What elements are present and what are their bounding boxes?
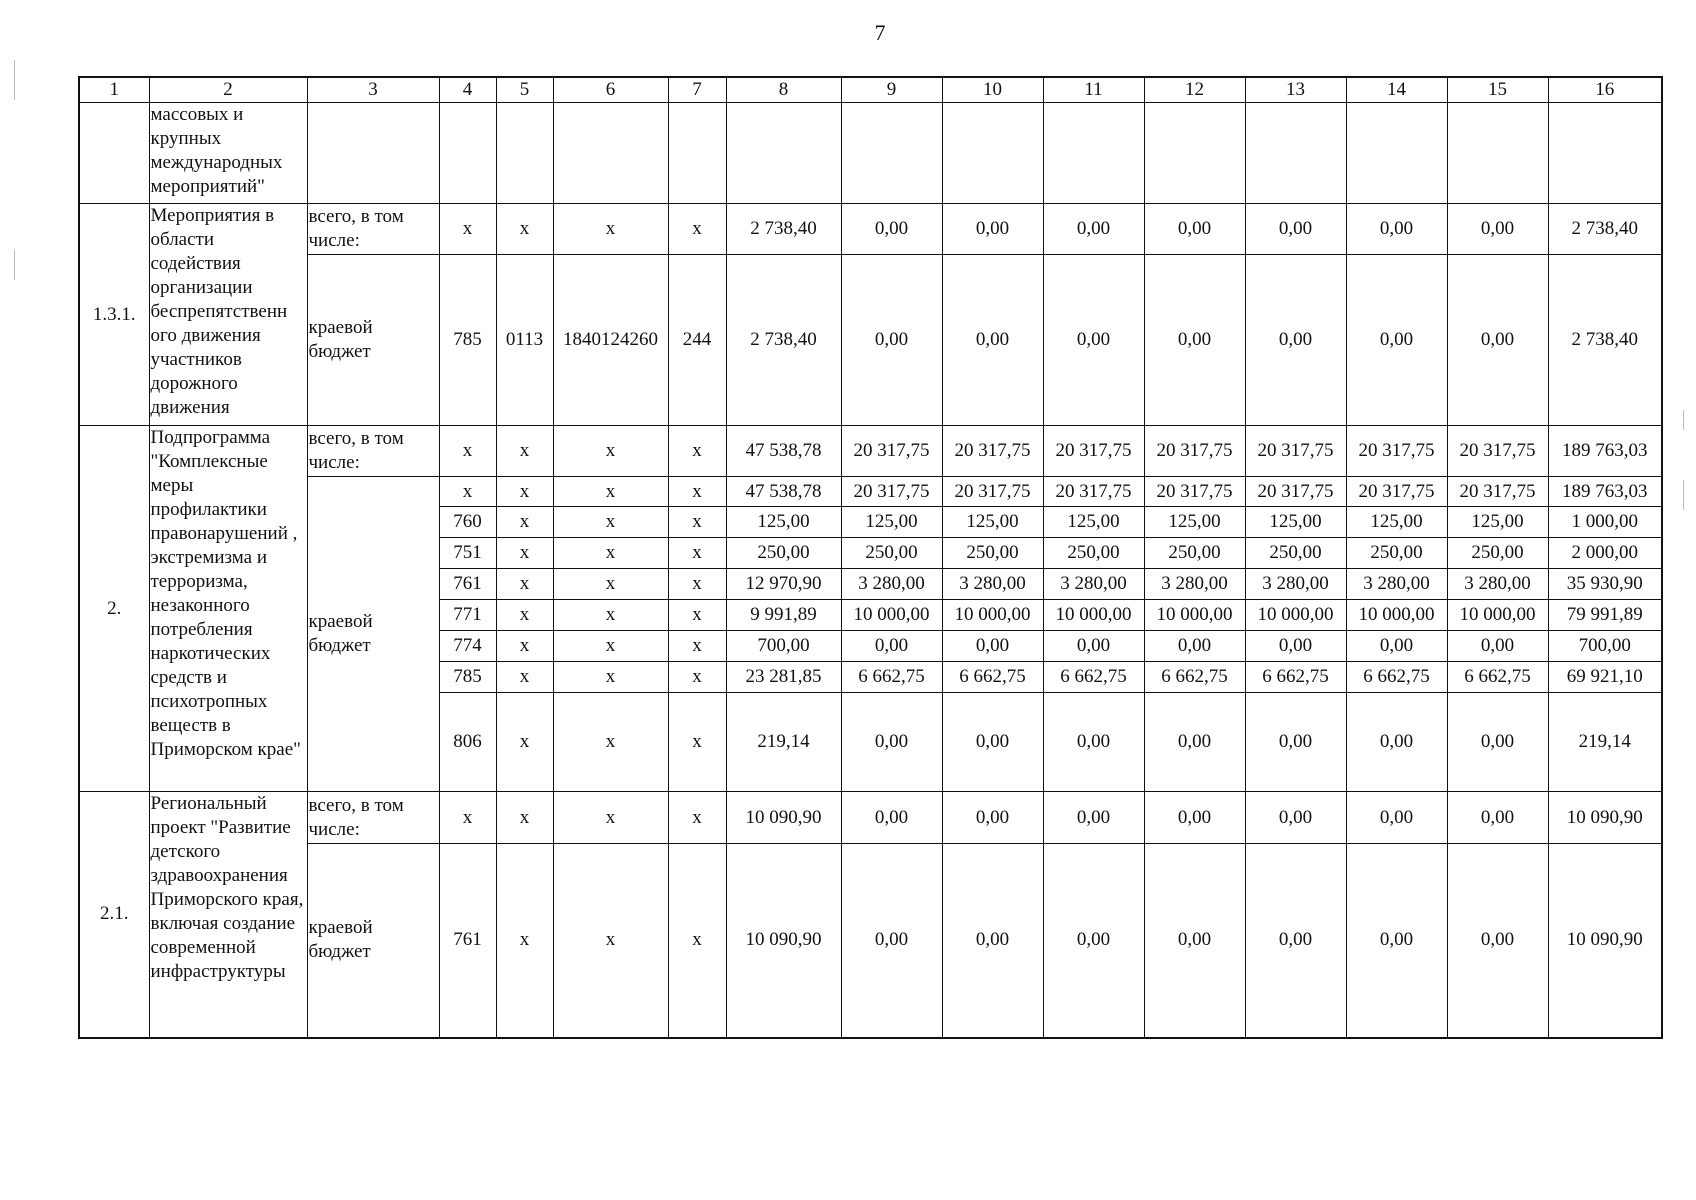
section-code-cell: x xyxy=(496,426,553,477)
column-header: 6 xyxy=(553,77,668,103)
target-article-cell: 1840124260 xyxy=(553,255,668,426)
year-value-cell: 250,00 xyxy=(1245,538,1346,569)
total-value-cell: 35 930,90 xyxy=(1548,569,1662,600)
year-value-cell: 0,00 xyxy=(1144,844,1245,1038)
year-value-cell: 250,00 xyxy=(942,538,1043,569)
total-value-cell: 10 090,90 xyxy=(1548,792,1662,844)
expense-type-cell: x xyxy=(668,477,726,507)
total-value-cell: 189 763,03 xyxy=(1548,477,1662,507)
grbs-code-cell: 785 xyxy=(439,255,496,426)
source-cell: краевой бюджет xyxy=(307,255,439,426)
year-value-cell: 10 000,00 xyxy=(1043,600,1144,631)
column-header: 14 xyxy=(1346,77,1447,103)
year-value-cell: 10 000,00 xyxy=(1346,600,1447,631)
page-number: 7 xyxy=(874,20,886,45)
column-header: 4 xyxy=(439,77,496,103)
year-value-cell: 3 280,00 xyxy=(1447,569,1548,600)
grbs-code-cell: x xyxy=(439,477,496,507)
target-article-cell: x xyxy=(553,662,668,693)
year-value-cell: 0,00 xyxy=(1245,204,1346,255)
section-code-cell: x xyxy=(496,507,553,538)
column-header: 7 xyxy=(668,77,726,103)
column-header: 15 xyxy=(1447,77,1548,103)
year-value-cell: 6 662,75 xyxy=(1346,662,1447,693)
column-header: 10 xyxy=(942,77,1043,103)
column-header: 16 xyxy=(1548,77,1662,103)
section-code-cell: x xyxy=(496,477,553,507)
year-value-cell: 12 970,90 xyxy=(726,569,841,600)
year-value-cell: 0,00 xyxy=(841,255,942,426)
target-article-cell: x xyxy=(553,792,668,844)
year-value-cell: 6 662,75 xyxy=(1043,662,1144,693)
year-value-cell: 125,00 xyxy=(942,507,1043,538)
year-value-cell: 10 000,00 xyxy=(1144,600,1245,631)
year-value-cell: 0,00 xyxy=(1346,792,1447,844)
year-value-cell: 250,00 xyxy=(1447,538,1548,569)
year-value-cell: 20 317,75 xyxy=(1043,426,1144,477)
year-value-cell: 3 280,00 xyxy=(1245,569,1346,600)
year-value-cell: 0,00 xyxy=(1346,693,1447,792)
target-article-cell: x xyxy=(553,600,668,631)
column-header: 11 xyxy=(1043,77,1144,103)
year-value-cell: 0,00 xyxy=(1043,631,1144,662)
year-value-cell: 0,00 xyxy=(1043,792,1144,844)
year-value-cell: 0,00 xyxy=(942,693,1043,792)
expense-type-cell: x xyxy=(668,600,726,631)
year-value-cell: 0,00 xyxy=(1447,693,1548,792)
row-name: Мероприятия в области содействия организации беспрепятственн ого движения участников дорожного движения xyxy=(149,204,307,426)
year-value-cell: 0,00 xyxy=(1346,255,1447,426)
year-value-cell: 0,00 xyxy=(1043,693,1144,792)
year-value-cell: 0,00 xyxy=(1447,844,1548,1038)
year-value-cell: 0,00 xyxy=(1144,255,1245,426)
year-value-cell: 250,00 xyxy=(1346,538,1447,569)
table-row xyxy=(79,426,1662,477)
table-row xyxy=(79,204,1662,255)
total-value-cell: 189 763,03 xyxy=(1548,426,1662,477)
year-value-cell: 6 662,75 xyxy=(1245,662,1346,693)
name-cell: массовых и крупных международных мероприятий" xyxy=(149,103,307,204)
expense-type-cell: x xyxy=(668,662,726,693)
column-header: 3 xyxy=(307,77,439,103)
year-value-cell: 125,00 xyxy=(1144,507,1245,538)
year-value-cell: 0,00 xyxy=(1447,792,1548,844)
year-value-cell: 0,00 xyxy=(841,792,942,844)
expense-type-cell: x xyxy=(668,204,726,255)
year-value-cell: 0,00 xyxy=(942,204,1043,255)
column-header: 2 xyxy=(149,77,307,103)
grbs-code-cell: x xyxy=(439,792,496,844)
expense-type-cell: x xyxy=(668,538,726,569)
expense-type-cell: x xyxy=(668,693,726,792)
table-row xyxy=(79,792,1662,844)
year-value-cell: 47 538,78 xyxy=(726,426,841,477)
year-value-cell: 20 317,75 xyxy=(942,426,1043,477)
row-number: 2.1. xyxy=(79,792,149,1038)
row-number: 1.3.1. xyxy=(79,204,149,426)
year-value-cell: 125,00 xyxy=(726,507,841,538)
year-value-cell: 10 000,00 xyxy=(1447,600,1548,631)
target-article-cell: x xyxy=(553,693,668,792)
year-value-cell: 0,00 xyxy=(1245,844,1346,1038)
column-header: 5 xyxy=(496,77,553,103)
section-code-cell: x xyxy=(496,693,553,792)
grbs-code-cell: 785 xyxy=(439,662,496,693)
year-value-cell: 6 662,75 xyxy=(1447,662,1548,693)
table-row xyxy=(79,255,1662,426)
target-article-cell: x xyxy=(553,569,668,600)
section-code-cell: x xyxy=(496,792,553,844)
year-value-cell: 0,00 xyxy=(1043,255,1144,426)
expense-type-cell: 244 xyxy=(668,255,726,426)
year-value-cell: 0,00 xyxy=(1447,631,1548,662)
expense-type-cell: x xyxy=(668,844,726,1038)
expense-type-cell: x xyxy=(668,507,726,538)
row-number: 2. xyxy=(79,426,149,792)
year-value-cell: 0,00 xyxy=(1144,204,1245,255)
column-header: 13 xyxy=(1245,77,1346,103)
total-value-cell: 2 000,00 xyxy=(1548,538,1662,569)
year-value-cell: 0,00 xyxy=(841,204,942,255)
grbs-code-cell: x xyxy=(439,426,496,477)
row-name: Подпрограмма "Комплексные меры профилактики правонарушений , экстремизма и терроризма, незаконного потребления наркотических средств и психотропных веществ в Приморском крае" xyxy=(149,426,307,792)
section-code-cell: x xyxy=(496,600,553,631)
year-value-cell: 700,00 xyxy=(726,631,841,662)
year-value-cell: 0,00 xyxy=(841,693,942,792)
year-value-cell: 125,00 xyxy=(841,507,942,538)
target-article-cell: x xyxy=(553,204,668,255)
expense-type-cell: x xyxy=(668,792,726,844)
expense-type-cell: x xyxy=(668,426,726,477)
year-value-cell: 250,00 xyxy=(1144,538,1245,569)
year-value-cell: 0,00 xyxy=(1144,792,1245,844)
total-value-cell: 1 000,00 xyxy=(1548,507,1662,538)
scan-margin-mark xyxy=(1683,410,1684,430)
target-article-cell: x xyxy=(553,426,668,477)
year-value-cell: 10 090,90 xyxy=(726,844,841,1038)
total-value-cell: 700,00 xyxy=(1548,631,1662,662)
year-value-cell: 0,00 xyxy=(942,255,1043,426)
source-cell: всего, в том числе: xyxy=(307,426,439,477)
year-value-cell: 10 000,00 xyxy=(1245,600,1346,631)
target-article-cell: x xyxy=(553,844,668,1038)
table-row xyxy=(79,844,1662,1038)
year-value-cell: 0,00 xyxy=(1346,844,1447,1038)
year-value-cell: 0,00 xyxy=(1346,204,1447,255)
source-cell: всего, в том числе: xyxy=(307,792,439,844)
grbs-code-cell: 751 xyxy=(439,538,496,569)
column-header: 12 xyxy=(1144,77,1245,103)
section-code-cell: x xyxy=(496,631,553,662)
target-article-cell: x xyxy=(553,507,668,538)
scan-margin-mark xyxy=(14,250,15,280)
section-code-cell: x xyxy=(496,569,553,600)
year-value-cell: 0,00 xyxy=(1043,204,1144,255)
year-value-cell: 20 317,75 xyxy=(1245,477,1346,507)
year-value-cell: 0,00 xyxy=(841,844,942,1038)
expense-type-cell: x xyxy=(668,631,726,662)
grbs-code-cell: x xyxy=(439,204,496,255)
year-value-cell: 0,00 xyxy=(1346,631,1447,662)
year-value-cell: 0,00 xyxy=(1144,693,1245,792)
year-value-cell: 0,00 xyxy=(1245,255,1346,426)
column-header: 9 xyxy=(841,77,942,103)
year-value-cell: 3 280,00 xyxy=(841,569,942,600)
total-value-cell: 2 738,40 xyxy=(1548,255,1662,426)
year-value-cell: 250,00 xyxy=(841,538,942,569)
year-value-cell: 23 281,85 xyxy=(726,662,841,693)
year-value-cell: 0,00 xyxy=(1245,792,1346,844)
year-value-cell: 20 317,75 xyxy=(1447,477,1548,507)
year-value-cell: 6 662,75 xyxy=(1144,662,1245,693)
year-value-cell: 20 317,75 xyxy=(1144,477,1245,507)
year-value-cell: 250,00 xyxy=(726,538,841,569)
year-value-cell: 3 280,00 xyxy=(942,569,1043,600)
year-value-cell: 6 662,75 xyxy=(942,662,1043,693)
year-value-cell: 125,00 xyxy=(1043,507,1144,538)
num-cell xyxy=(79,103,149,204)
year-value-cell: 0,00 xyxy=(942,844,1043,1038)
year-value-cell: 20 317,75 xyxy=(841,426,942,477)
column-header: 8 xyxy=(726,77,841,103)
total-value-cell: 69 921,10 xyxy=(1548,662,1662,693)
year-value-cell: 125,00 xyxy=(1447,507,1548,538)
year-value-cell: 0,00 xyxy=(942,631,1043,662)
year-value-cell: 2 738,40 xyxy=(726,204,841,255)
year-value-cell: 3 280,00 xyxy=(1144,569,1245,600)
grbs-code-cell: 774 xyxy=(439,631,496,662)
row-name: Региональный проект "Развитие детского здравоохранения Приморского края, включая создание современной инфраструктуры xyxy=(149,792,307,1038)
year-value-cell: 0,00 xyxy=(942,792,1043,844)
scan-margin-mark xyxy=(1683,480,1684,510)
year-value-cell: 3 280,00 xyxy=(1043,569,1144,600)
total-value-cell: 219,14 xyxy=(1548,693,1662,792)
budget-table xyxy=(78,76,1663,1039)
target-article-cell: x xyxy=(553,631,668,662)
year-value-cell: 125,00 xyxy=(1245,507,1346,538)
year-value-cell: 0,00 xyxy=(1447,204,1548,255)
grbs-code-cell: 761 xyxy=(439,569,496,600)
section-code-cell: x xyxy=(496,204,553,255)
table-row xyxy=(79,103,1662,204)
year-value-cell: 0,00 xyxy=(1245,693,1346,792)
column-header: 1 xyxy=(79,77,149,103)
year-value-cell: 20 317,75 xyxy=(1043,477,1144,507)
total-value-cell: 10 090,90 xyxy=(1548,844,1662,1038)
year-value-cell: 47 538,78 xyxy=(726,477,841,507)
year-value-cell: 125,00 xyxy=(1346,507,1447,538)
grbs-code-cell: 806 xyxy=(439,693,496,792)
year-value-cell: 20 317,75 xyxy=(1346,477,1447,507)
year-value-cell: 20 317,75 xyxy=(942,477,1043,507)
target-article-cell: x xyxy=(553,477,668,507)
year-value-cell: 10 000,00 xyxy=(942,600,1043,631)
year-value-cell: 219,14 xyxy=(726,693,841,792)
year-value-cell: 250,00 xyxy=(1043,538,1144,569)
year-value-cell: 0,00 xyxy=(1447,255,1548,426)
year-value-cell: 20 317,75 xyxy=(1346,426,1447,477)
year-value-cell: 20 317,75 xyxy=(841,477,942,507)
year-value-cell: 6 662,75 xyxy=(841,662,942,693)
table-row xyxy=(79,477,1662,507)
section-code-cell: x xyxy=(496,662,553,693)
expense-type-cell: x xyxy=(668,569,726,600)
grbs-code-cell: 761 xyxy=(439,844,496,1038)
year-value-cell: 2 738,40 xyxy=(726,255,841,426)
section-code-cell: x xyxy=(496,538,553,569)
table-header-row xyxy=(79,77,1662,103)
grbs-code-cell: 771 xyxy=(439,600,496,631)
year-value-cell: 0,00 xyxy=(841,631,942,662)
year-value-cell: 10 000,00 xyxy=(841,600,942,631)
source-cell: краевой бюджет xyxy=(307,477,439,792)
year-value-cell: 10 090,90 xyxy=(726,792,841,844)
total-value-cell: 2 738,40 xyxy=(1548,204,1662,255)
year-value-cell: 20 317,75 xyxy=(1447,426,1548,477)
year-value-cell: 9 991,89 xyxy=(726,600,841,631)
section-code-cell: x xyxy=(496,844,553,1038)
total-value-cell: 79 991,89 xyxy=(1548,600,1662,631)
grbs-code-cell: 760 xyxy=(439,507,496,538)
year-value-cell: 0,00 xyxy=(1144,631,1245,662)
year-value-cell: 20 317,75 xyxy=(1245,426,1346,477)
source-cell: краевой бюджет xyxy=(307,844,439,1038)
target-article-cell: x xyxy=(553,538,668,569)
section-code-cell: 0113 xyxy=(496,255,553,426)
year-value-cell: 20 317,75 xyxy=(1144,426,1245,477)
year-value-cell: 0,00 xyxy=(1245,631,1346,662)
year-value-cell: 0,00 xyxy=(1043,844,1144,1038)
year-value-cell: 3 280,00 xyxy=(1346,569,1447,600)
scan-margin-mark xyxy=(14,60,15,100)
source-cell: всего, в том числе: xyxy=(307,204,439,255)
